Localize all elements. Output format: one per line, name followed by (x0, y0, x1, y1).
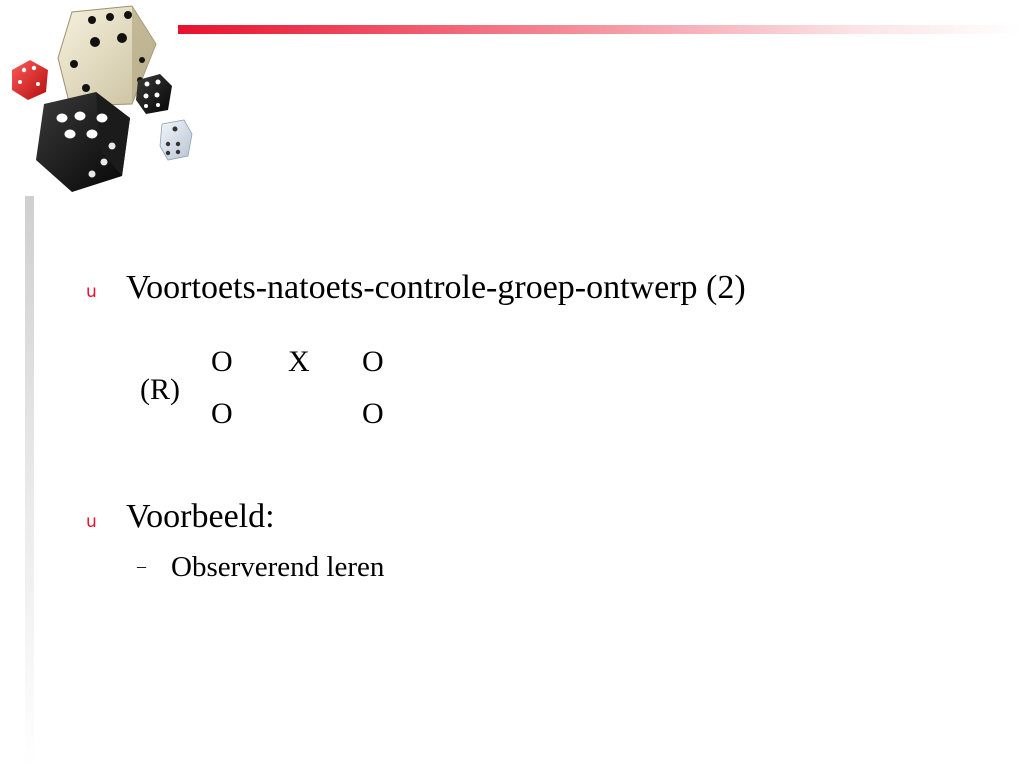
bullet-marker: u (86, 282, 97, 302)
bullet-text-example: Voorbeeld: (126, 498, 275, 535)
sub-bullet-marker: – (137, 556, 146, 576)
bullet-text-design-title: Voortoets-natoets-controle-groep-ontwerp (2) (126, 269, 746, 306)
design-row1-pretest: O (211, 345, 233, 378)
small-white-die-icon (160, 120, 192, 160)
large-black-die-icon (36, 92, 130, 192)
small-black-die-icon (136, 74, 172, 114)
bullet-marker: u (86, 512, 97, 532)
top-gradient-bar (178, 25, 1024, 34)
dice-icon (0, 0, 200, 200)
design-row1-treatment: X (288, 345, 310, 378)
design-row2-posttest: O (362, 397, 384, 430)
design-row1-posttest: O (362, 345, 384, 378)
design-randomization-label: (R) (140, 373, 180, 406)
red-die-icon (12, 60, 48, 100)
left-gradient-bar (25, 196, 34, 768)
sub-bullet-text: Observerend leren (171, 551, 385, 583)
design-row2-pretest: O (211, 397, 233, 430)
